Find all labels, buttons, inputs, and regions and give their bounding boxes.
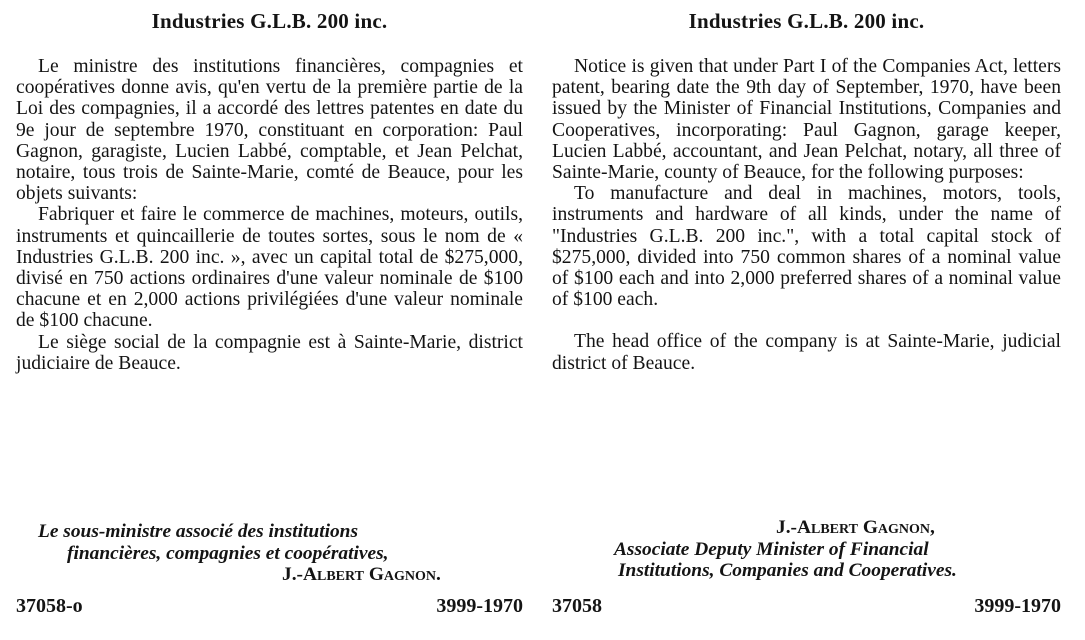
french-paragraph-objects: Fabriquer et faire le commerce de machines, moteurs, outils, instruments et quincaillerie de toutes sortes, sous le nom de « Industries G.L.B. 200 inc. », avec un capital total de $275,000, divisé en 750 actions ordinaires d'une valeur nominale de $100 chacune et en 2,000 actions privilégiées d'une valeur nominale de $100 chacune.	[16, 204, 523, 332]
french-date-code: 3999-1970	[436, 595, 523, 617]
english-paragraph-purposes: To manufacture and deal in machines, motors, tools, instruments and hardware of all kinds, under the name of "Industries G.L.B. 200 inc.", with a total capital stock of $275,000, divided into 750 common shares of a nominal value of $100 each and into 2,000 preferred shares of a nominal value of $100 each.	[552, 183, 1061, 311]
french-paragraph-notice: Le ministre des institutions financières, compagnies et coopératives donne avis, qu'en vertu de la première partie de la Loi des compagnies, il a accordé des lettres patentes en date du 9e jour de septembre 1970, constituant en corporation: Paul Gagnon, garagiste, Lucien Labbé, comptable, et Jean Pelchat, notaire, tous trois de Sainte-Marie, comté de Beauce, pour les objets suivants:	[16, 56, 523, 205]
french-doc-number: 37058-o	[16, 595, 83, 617]
english-date-code: 3999-1970	[974, 595, 1061, 617]
french-title: Industries G.L.B. 200 inc.	[151, 9, 388, 33]
english-paragraph-head-office: The head office of the company is at Sainte-Marie, judicial district of Beauce.	[552, 331, 1061, 374]
french-signature-name: J.-Albert Gagnon.	[282, 564, 441, 585]
english-signature-title-line-2: Institutions, Companies and Cooperatives.	[618, 560, 957, 581]
english-signature-title-line-1: Associate Deputy Minister of Financial	[614, 538, 929, 560]
english-doc-number: 37058	[552, 595, 602, 617]
french-paragraph-head-office: Le siège social de la compagnie est à Sainte-Marie, district judiciaire de Beauce.	[16, 331, 523, 374]
english-title: Industries G.L.B. 200 inc.	[688, 9, 925, 33]
french-signature-title-line-1: Le sous-ministre associé des institutions	[38, 521, 358, 542]
english-signature-name: J.-Albert Gagnon,	[776, 517, 935, 538]
french-body	[16, 56, 523, 374]
english-paragraph-notice: Notice is given that under Part I of the Companies Act, letters patent, bearing date the 9th day of September, 1970, have been issued by the Minister of Financial Institutions, Companies and Cooperatives, incorporating: Paul Gagnon, garage keeper, Lucien Labbé, accountant, and Jean Pelchat, notary, all three of Sainte-Marie, county of Beauce, for the following purposes:	[552, 56, 1061, 184]
french-signature	[16, 521, 523, 586]
english-signature	[552, 517, 1061, 582]
english-body	[552, 56, 1061, 374]
french-signature-title-line-2: financières, compagnies et coopératives,	[67, 542, 389, 564]
